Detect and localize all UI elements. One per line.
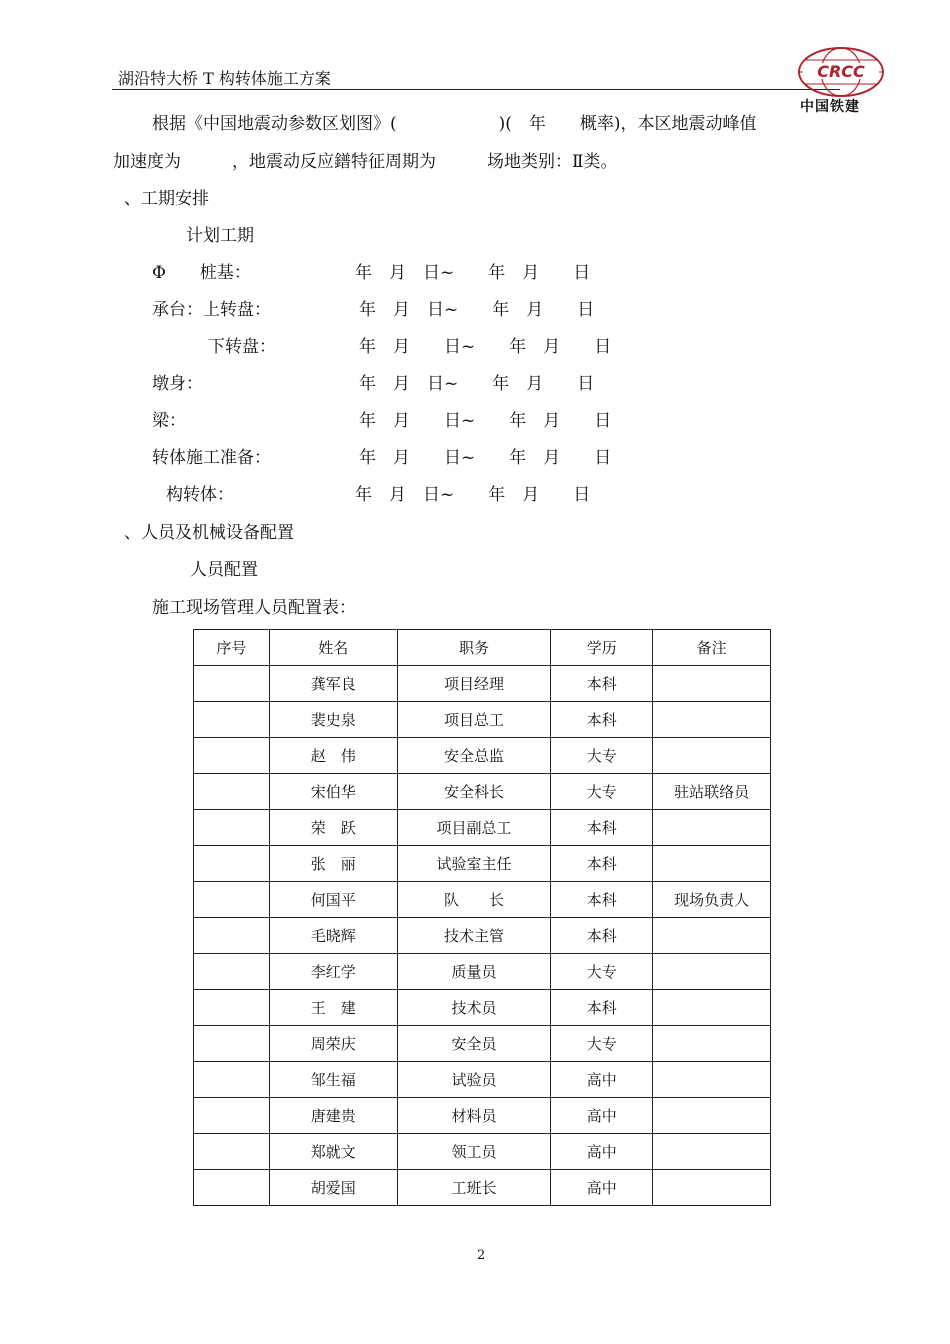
header-rule	[112, 89, 840, 90]
seq-cell	[194, 774, 270, 810]
seq-cell	[194, 1062, 270, 1098]
position-cell: 安全科长	[397, 774, 551, 810]
schedule-label: 构转体：	[166, 485, 234, 505]
remark-cell	[653, 1026, 771, 1062]
table-caption: 施工现场管理人员配置表：	[152, 598, 356, 618]
schedule-label: 下转盘：	[208, 337, 276, 357]
education-cell: 本科	[551, 882, 653, 918]
schedule-label: Φ 桩基：	[152, 263, 251, 283]
position-cell: 队 长	[397, 882, 551, 918]
remark-cell	[653, 954, 771, 990]
plan-heading: 计划工期	[186, 226, 254, 246]
schedule-date: 年 月 日~ 年 月 日	[359, 337, 612, 357]
name-cell: 裴史泉	[269, 702, 397, 738]
schedule-date: 年 月 日~ 年 月 日	[359, 374, 595, 394]
remark-cell	[653, 702, 771, 738]
schedule-date: 年 月 日~ 年 月 日	[359, 411, 612, 431]
seq-cell	[194, 954, 270, 990]
remark-cell: 驻站联络员	[653, 774, 771, 810]
seq-cell	[194, 1170, 270, 1206]
schedule-label: 承台：上转盘：	[152, 300, 271, 320]
education-cell: 高中	[551, 1170, 653, 1206]
education-cell: 本科	[551, 846, 653, 882]
position-cell: 安全总监	[397, 738, 551, 774]
header-cell: 备注	[653, 630, 771, 666]
remark-cell	[653, 846, 771, 882]
remark-cell	[653, 1170, 771, 1206]
position-cell: 技术员	[397, 990, 551, 1026]
schedule-label: 墩身：	[152, 374, 203, 394]
position-cell: 试验员	[397, 1062, 551, 1098]
seq-cell	[194, 918, 270, 954]
name-cell: 郑就文	[269, 1134, 397, 1170]
position-cell: 工班长	[397, 1170, 551, 1206]
page-number: 2	[477, 1248, 486, 1263]
logo-subtitle: 中国铁建	[800, 99, 860, 115]
table-row	[194, 702, 771, 738]
personnel-heading: 、人员及机械设备配置	[124, 523, 294, 543]
header-cell: 序号	[194, 630, 270, 666]
name-cell: 周荣庆	[269, 1026, 397, 1062]
name-cell: 胡爱国	[269, 1170, 397, 1206]
table-row	[194, 1062, 771, 1098]
header-cell: 职务	[397, 630, 551, 666]
education-cell: 本科	[551, 810, 653, 846]
remark-cell	[653, 738, 771, 774]
position-cell: 项目副总工	[397, 810, 551, 846]
remark-cell	[653, 1134, 771, 1170]
name-cell: 唐建贵	[269, 1098, 397, 1134]
schedule-label: 转体施工准备：	[152, 448, 271, 468]
education-cell: 本科	[551, 702, 653, 738]
seq-cell	[194, 1134, 270, 1170]
table-row	[194, 1134, 771, 1170]
staff-config-heading: 人员配置	[190, 560, 258, 580]
education-cell: 本科	[551, 918, 653, 954]
schedule-label: 梁：	[152, 411, 186, 431]
table-row	[194, 774, 771, 810]
remark-cell	[653, 666, 771, 702]
table-row	[194, 846, 771, 882]
position-cell: 材料员	[397, 1098, 551, 1134]
table-row	[194, 918, 771, 954]
education-cell: 大专	[551, 774, 653, 810]
remark-cell	[653, 1098, 771, 1134]
name-cell: 毛晓辉	[269, 918, 397, 954]
name-cell: 张 丽	[269, 846, 397, 882]
seq-cell	[194, 738, 270, 774]
position-cell: 技术主管	[397, 918, 551, 954]
schedule-date: 年 月 日~ 年 月 日	[359, 300, 595, 320]
header-cell: 姓名	[269, 630, 397, 666]
name-cell: 宋伯华	[269, 774, 397, 810]
remark-cell: 现场负责人	[653, 882, 771, 918]
seq-cell	[194, 846, 270, 882]
table-row	[194, 738, 771, 774]
remark-cell	[653, 1062, 771, 1098]
schedule-date: 年 月 日~ 年 月 日	[355, 263, 591, 283]
remark-cell	[653, 810, 771, 846]
table-row	[194, 666, 771, 702]
table-row	[194, 1170, 771, 1206]
name-cell: 赵 伟	[269, 738, 397, 774]
seq-cell	[194, 666, 270, 702]
name-cell: 李红学	[269, 954, 397, 990]
header-cell: 学历	[551, 630, 653, 666]
seq-cell	[194, 810, 270, 846]
position-cell: 安全员	[397, 1026, 551, 1062]
seq-cell	[194, 1098, 270, 1134]
seq-cell	[194, 1026, 270, 1062]
position-cell: 项目经理	[397, 666, 551, 702]
position-cell: 质量员	[397, 954, 551, 990]
education-cell: 大专	[551, 1026, 653, 1062]
table-row	[194, 882, 771, 918]
table-row	[194, 1026, 771, 1062]
schedule-date: 年 月 日~ 年 月 日	[359, 448, 612, 468]
position-cell: 项目总工	[397, 702, 551, 738]
table-row	[194, 954, 771, 990]
education-cell: 高中	[551, 1134, 653, 1170]
education-cell: 大专	[551, 954, 653, 990]
table-row	[194, 810, 771, 846]
seq-cell	[194, 882, 270, 918]
education-cell: 高中	[551, 1062, 653, 1098]
education-cell: 本科	[551, 990, 653, 1026]
schedule-date: 年 月 日~ 年 月 日	[355, 485, 591, 505]
remark-cell	[653, 918, 771, 954]
schedule-heading: 、工期安排	[124, 189, 209, 209]
education-cell: 高中	[551, 1098, 653, 1134]
table-row	[194, 1098, 771, 1134]
document-header-title: 湖沿特大桥 T 构转体施工方案	[118, 69, 331, 88]
name-cell: 何国平	[269, 882, 397, 918]
name-cell: 邹生福	[269, 1062, 397, 1098]
position-cell: 领工员	[397, 1134, 551, 1170]
seismic-paragraph-line2: 加速度为 ，地震动反应鐠特征周期为 场地类别：Ⅱ类。	[113, 152, 618, 172]
staff-table	[193, 629, 771, 1206]
remark-cell	[653, 990, 771, 1026]
seq-cell	[194, 990, 270, 1026]
seismic-paragraph-line1: 根据《中国地震动参数区划图》( )( 年 概率)，本区地震动峰值	[152, 114, 757, 134]
table-header-row	[194, 630, 771, 666]
position-cell: 试验室主任	[397, 846, 551, 882]
name-cell: 荣 跃	[269, 810, 397, 846]
table-row	[194, 990, 771, 1026]
name-cell: 龚军良	[269, 666, 397, 702]
logo-text: CRCC	[817, 62, 865, 81]
name-cell: 王 建	[269, 990, 397, 1026]
education-cell: 本科	[551, 666, 653, 702]
seq-cell	[194, 702, 270, 738]
education-cell: 大专	[551, 738, 653, 774]
